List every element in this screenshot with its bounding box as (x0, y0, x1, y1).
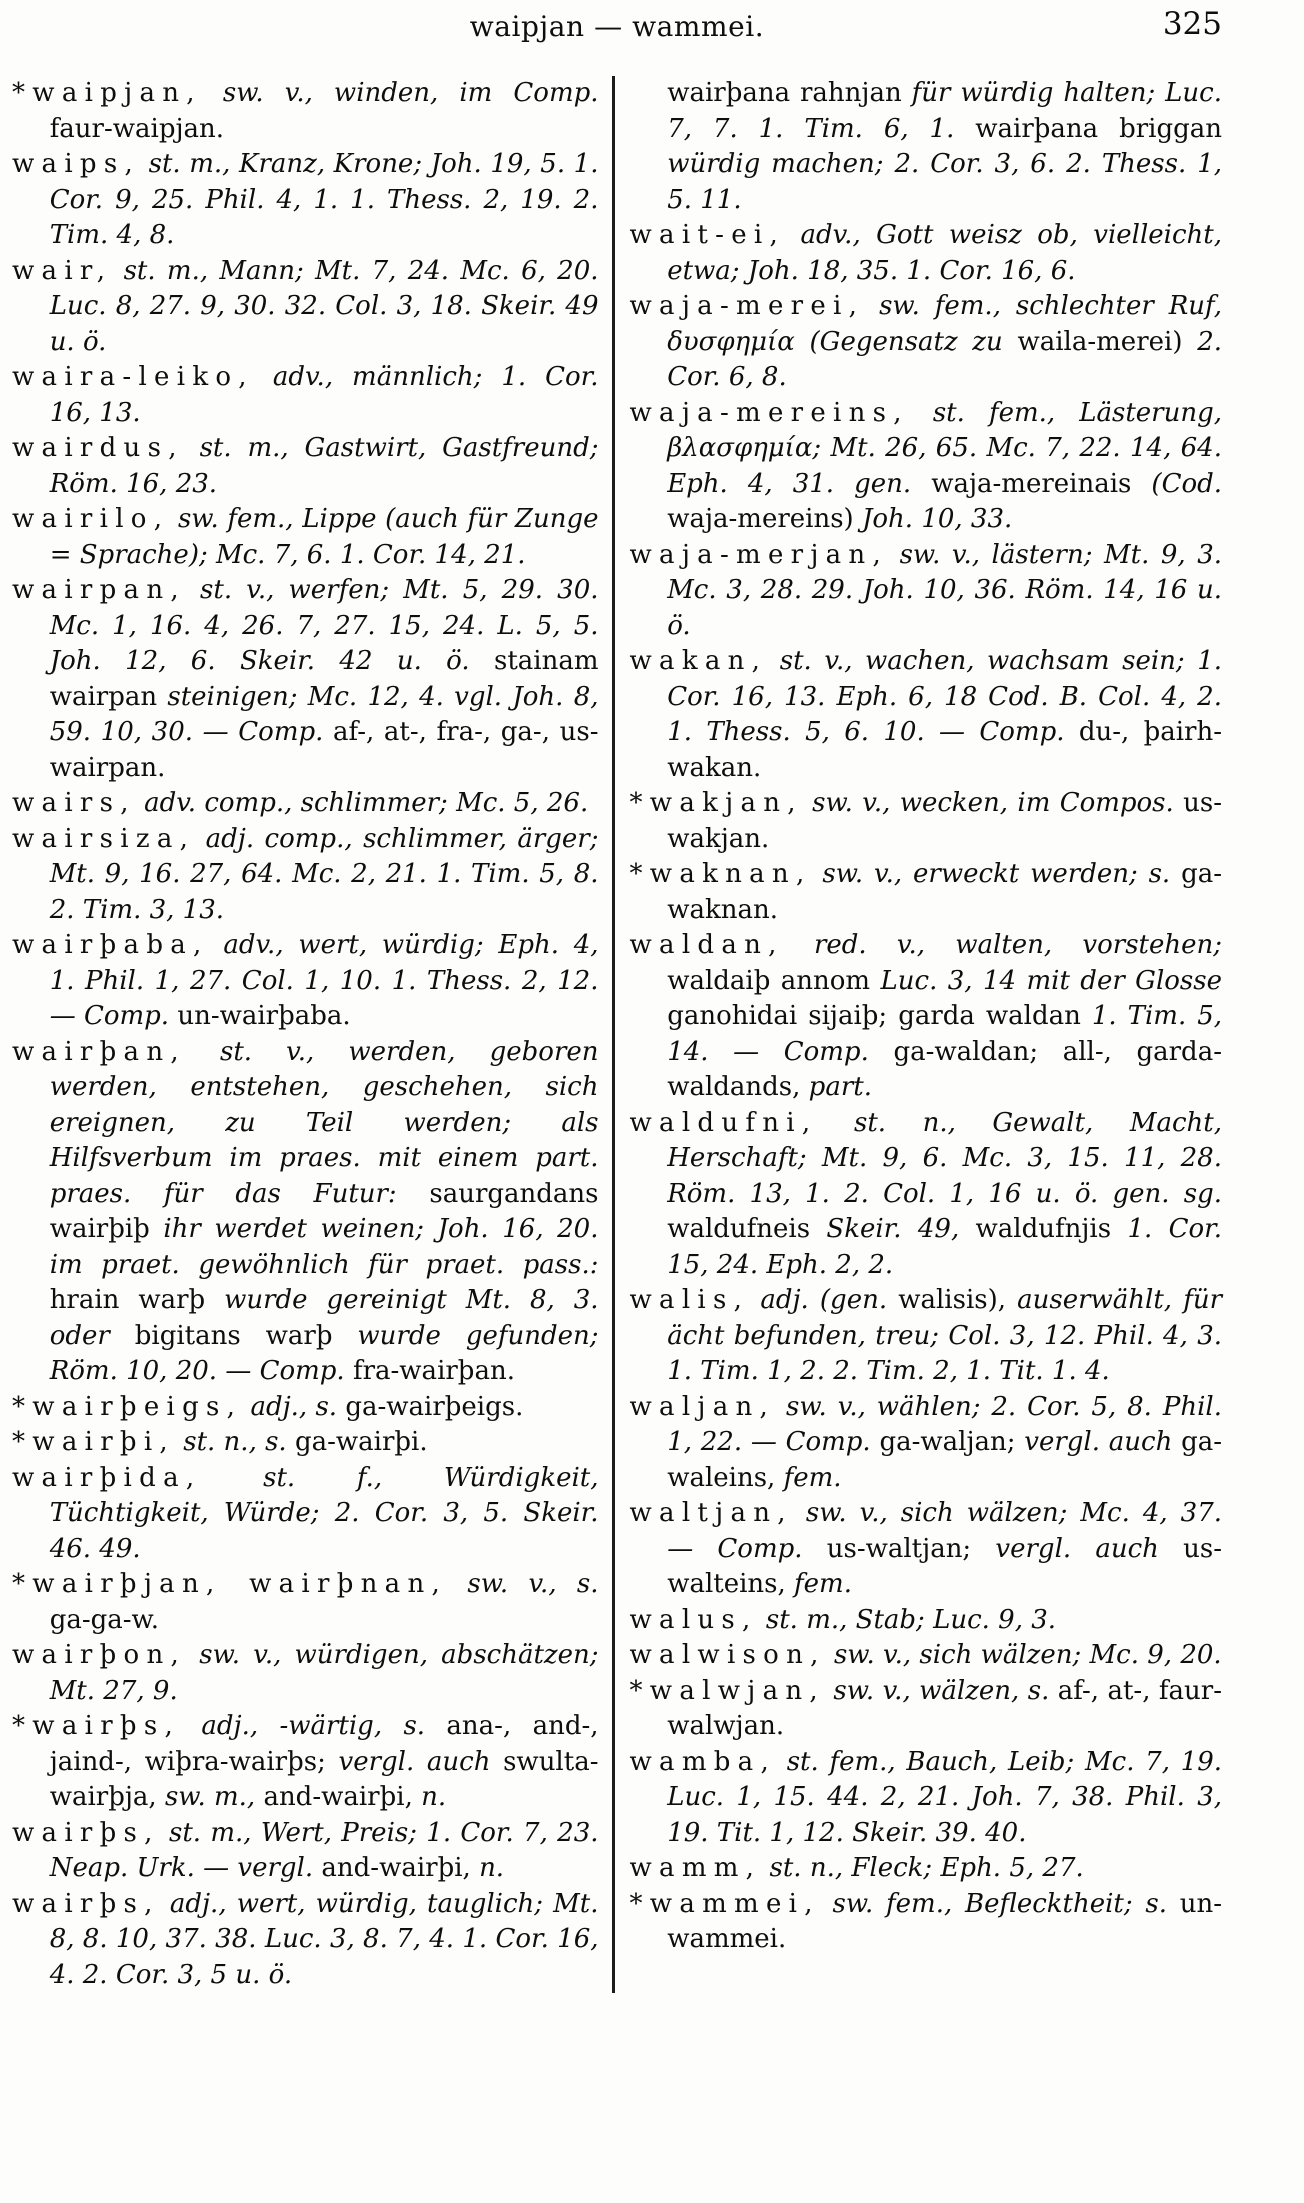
gloss-text: sw. fem., Beflecktheit; s. (832, 1888, 1167, 1919)
gloss-text: sw. fem., Lippe (auch für Zunge = Sprache); Mc. 7, 6. 1. Cor. 14, 21. (49, 504, 599, 570)
headword: waljan, (629, 1391, 776, 1422)
gloss-text: sw. m., (164, 1782, 256, 1812)
dictionary-entry (12, 1638, 599, 1709)
gothic-word: af-, at-, faur-walwjan. (667, 1675, 1222, 1741)
gloss-text: Luc. 3, 14 mit der Glosse (880, 965, 1222, 996)
headword: *wakjan, (629, 788, 803, 818)
right-column (630, 76, 1223, 1993)
headword: wairþan, (12, 1036, 186, 1067)
gloss-text: adj., s. (250, 1391, 338, 1422)
headword: walus, (629, 1604, 758, 1635)
gloss-text: n. (421, 1782, 447, 1812)
headword: wamm, (629, 1853, 762, 1883)
dictionary-entry (630, 857, 1223, 928)
gothic-word: ga-wairþeigs. (345, 1391, 524, 1422)
gothic-word: waja-mereins) (667, 504, 854, 534)
headword: wait-ei, (629, 220, 786, 250)
dictionary-entry (630, 218, 1223, 289)
dictionary-entry (630, 1496, 1223, 1603)
headword: wairþs, (12, 1888, 160, 1919)
gloss-text: st. m., Gastwirt, Gastfreund; Röm. 16, 23. (49, 433, 599, 499)
gloss-text: 1. Cor. 15, 24. Eph. 2, 2. (667, 1214, 1222, 1280)
dictionary-entry (12, 1709, 599, 1816)
gloss-text: vergl. auch (995, 1533, 1159, 1564)
gothic-word: ga-waljan; (879, 1427, 1016, 1457)
dictionary-entry (12, 147, 599, 254)
gothic-word: waldufneis (667, 1214, 811, 1244)
dictionary-entry (12, 1567, 599, 1638)
gothic-word: us-wakjan. (667, 788, 1222, 854)
dictionary-entry (12, 822, 599, 929)
gothic-word: ganohidai sijaiþ; (667, 1001, 888, 1031)
headword: walwison, (629, 1640, 826, 1670)
dictionary-entry (630, 1283, 1223, 1390)
gloss-text: adj., -wärtig, s. (201, 1711, 426, 1741)
headword: waja-merjan, (629, 539, 889, 570)
gothic-word: bigitans warþ (134, 1320, 333, 1351)
dictionary-entry (12, 1035, 599, 1390)
dictionary-entry (12, 502, 599, 573)
gloss-text: st. v., werfen; Mt. 5, 29. 30. Mc. 1, 16. 4, 26. 7, 27. 15, 24. L. 5, 5. Joh. 12, 6. Skeir. 42 u. ö. (49, 575, 599, 676)
gloss-text: adv., wert, würdig; Eph. 4, 1. Phil. 1, 27. Col. 1, 10. 1. Thess. 2, 12. — Comp. (49, 930, 599, 1031)
dictionary-entry (12, 1887, 599, 1994)
gothic-word: us-walteins, (667, 1533, 1223, 1599)
gloss-text: vergl. auch (338, 1746, 491, 1777)
headword: *wairþs, (12, 1711, 180, 1741)
dictionary-entry (12, 1816, 599, 1887)
headword: wairþida, (12, 1462, 202, 1493)
headword: wamba, (629, 1746, 776, 1777)
gloss-text: Joh. 10, 33. (861, 504, 1013, 534)
gothic-word: un-wammei. (667, 1888, 1223, 1954)
running-title: waipjan — wammei. (469, 10, 765, 43)
gothic-word: waldaiþ annom (667, 965, 871, 996)
headword: *wammei, (629, 1888, 820, 1919)
gothic-word: saurgandans wairþiþ (49, 1178, 599, 1244)
gloss-text: fem. (794, 1569, 852, 1599)
headword: wairs, (12, 788, 136, 818)
dictionary-entry (12, 1390, 599, 1426)
headword: wairdus, (12, 433, 184, 463)
headword: waldan, (629, 930, 784, 960)
gothic-word: ga-waleins, (667, 1427, 1222, 1493)
gloss-text: st. f., Würdigkeit, Tüchtigkeit, Würde; 2. Cor. 3, 5. Skeir. 46. 49. (49, 1462, 599, 1564)
headword: *wairþeigs, (12, 1391, 243, 1422)
headword: *wairþjan, wairþnan, (12, 1569, 448, 1599)
dictionary-entry (630, 1851, 1223, 1887)
dictionary-entry (12, 76, 599, 147)
gothic-word: du-, þairh-wakan. (667, 717, 1223, 783)
headword: wairþs, (12, 1817, 160, 1848)
dictionary-entry (12, 786, 599, 822)
dictionary-entry (630, 1674, 1223, 1745)
gloss-text: part. (808, 1072, 872, 1102)
gloss-text: adj., wert, würdig, tauglich; Mt. 8, 8. 10, 37. 38. Luc. 3, 8. 7, 4. 1. Cor. 16, 4. 2. Cor. 3, 5 u. ö. (49, 1888, 599, 1990)
headword: wairpan, (12, 575, 186, 605)
gloss-text: st. n., s. (183, 1427, 287, 1457)
gloss-text: st. m., Mann; Mt. 7, 24. Mc. 6, 20. Luc. 8, 27. 9, 30. 32. Col. 3, 18. Skeir. 49 u. ö. (49, 255, 599, 357)
gloss-text: fem. (783, 1462, 842, 1493)
dictionary-entry (12, 431, 599, 502)
gothic-word: fra-wairþan. (352, 1356, 515, 1386)
gloss-text: st. m., Wert, Preis; 1. Cor. 7, 23. Neap. Urk. — vergl. (49, 1817, 599, 1883)
gloss-text: adv., Gott weisz ob, vielleicht, etwa; Joh. 18, 35. 1. Cor. 16, 6. (667, 220, 1222, 286)
headword: waja-mereins, (629, 397, 909, 428)
gloss-text: für würdig halten; Luc. 7, 7. 1. Tim. 6, 1. (667, 78, 1222, 144)
headword: wairsiza, (12, 823, 196, 854)
headword: *waipjan, (12, 78, 202, 108)
dictionary-entry (630, 928, 1223, 1106)
gothic-word: ga-wairþi. (294, 1427, 428, 1457)
dictionary-entry (12, 928, 599, 1035)
gloss-text: st. n., Fleck; Eph. 5, 27. (769, 1853, 1084, 1883)
gloss-text: (Cod. (1151, 468, 1223, 499)
gloss-text: st. m., Stab; Luc. 9, 3. (765, 1604, 1057, 1635)
left-column (12, 76, 599, 1993)
gothic-word: af-, at-, fra-, ga-, us-wairpan. (49, 717, 599, 783)
dictionary-entry (630, 1106, 1223, 1284)
gloss-text: sw. fem., schlechter Ruf, δυσφημία (Gegensatz zu (667, 291, 1223, 357)
headword: wakan, (629, 646, 768, 676)
gothic-word: and-wairþi, (263, 1782, 413, 1812)
dictionary-entry (12, 360, 599, 431)
gloss-text: adj. (gen. (760, 1285, 888, 1315)
headword: *waknan, (629, 859, 812, 889)
headword: wairþon, (12, 1640, 187, 1670)
gothic-word: walisis), (898, 1285, 1007, 1315)
dictionary-entry (12, 573, 599, 786)
gloss-text: 1. Tim. 5, 14. — Comp. (667, 1001, 1223, 1067)
dictionary-entry (630, 396, 1223, 538)
gloss-text: würdig machen; 2. Cor. 3, 6. 2. Thess. 1, 5. 11. (667, 149, 1222, 215)
gloss-text: Skeir. 49, (826, 1214, 960, 1244)
gothic-word: waldufnjis (975, 1214, 1112, 1244)
gloss-text: st. m., Kranz, Krone; Joh. 19, 5. 1. Cor. 9, 25. Phil. 4, 1. 1. Thess. 2, 19. 2. Tim. 4, 8. (49, 149, 599, 250)
dictionary-entry (630, 1887, 1223, 1958)
headword: waldufni, (629, 1107, 818, 1138)
gloss-text: wurde gereinigt Mt. 8, 3. oder (49, 1285, 599, 1351)
dictionary-entry (630, 1745, 1223, 1852)
headword: walis, (629, 1285, 750, 1315)
gloss-text: st. fem., Lästerung, βλασφημία; Mt. 26, 65. Mc. 7, 22. 14, 64. Eph. 4, 31. gen. (667, 397, 1222, 499)
gothic-word: ana-, and-, jaind-, wiþra-wairþs; (49, 1711, 599, 1777)
gloss-text: steinigen; Mc. 12, 4. vgl. Joh. 8, 59. 10, 30. — Comp. (49, 681, 599, 747)
headword: wairþaba, (12, 930, 209, 960)
entry-continuation (630, 76, 1223, 218)
gloss-text: st. v., werden, geboren werden, entstehen, geschehen, sich ereignen, zu Teil werden; als Hilfsverbum im praes. mit einem part. praes. für das Futur: (49, 1036, 599, 1209)
headword: waltjan, (629, 1498, 793, 1528)
headword: wairilo, (12, 504, 170, 534)
headword: *walwjan, (629, 1675, 825, 1706)
gothic-word: un-wairþaba. (177, 1001, 351, 1031)
gothic-word: wairþana briggan (975, 113, 1223, 144)
gloss-text: st. fem., Bauch, Leib; Mc. 7, 19. Luc. 1, 15. 44. 2, 21. Joh. 7, 38. Phil. 3, 19. Tit. 1, 12. Skeir. 39. 40. (667, 1746, 1222, 1848)
page-number: 325 (1162, 6, 1222, 42)
headword: waja-merei, (629, 291, 865, 321)
gothic-word: swulta-wairþja, (49, 1746, 599, 1812)
dictionary-entry (630, 1638, 1223, 1674)
gloss-text: sw. v., wälzen, s. (833, 1675, 1050, 1706)
gothic-word: stainam wairpan (49, 646, 599, 712)
column-divider-rule (612, 76, 615, 1993)
gloss-text: n. (479, 1853, 505, 1883)
gloss-text: ihr werdet weinen; Joh. 16, 20. im praet. gewöhnlich für praet. pass.: (49, 1214, 599, 1280)
gloss-text: 2. Cor. 6, 8. (667, 326, 1223, 392)
dictionary-entry (12, 1425, 599, 1461)
gloss-text: auserwählt, für ächt befunden, treu; Col. 3, 12. Phil. 4, 3. 1. Tim. 1, 2. 2. Tim. 2, 1. Tit. 1. 4. (667, 1285, 1222, 1386)
dictionary-entry (630, 538, 1223, 645)
gloss-text: st. v., wachen, wachsam sein; 1. Cor. 16, 13. Eph. 6, 18 Cod. B. Col. 4, 2. 1. Thess. 5, 6. 10. — Comp. (667, 646, 1223, 747)
page-header (12, 0, 1222, 76)
gothic-word: faur-waipjan. (49, 113, 225, 144)
gloss-text: red. v., walten, vorstehen; (813, 930, 1223, 960)
dictionary-entry (630, 786, 1223, 857)
gloss-text: sw. v., erweckt werden; s. (822, 859, 1171, 889)
dictionary-entry (12, 1461, 599, 1568)
gloss-text: adv., männlich; 1. Cor. 16, 13. (49, 362, 599, 428)
gothic-word: ga-waldan; all-, garda-waldands, (667, 1036, 1222, 1102)
gothic-word: wairþana rahnjan (667, 78, 902, 108)
gothic-word: waja-mereinais (931, 468, 1132, 499)
gothic-word: us-waltjan; (826, 1533, 972, 1564)
headword: waips, (12, 149, 141, 179)
dictionary-entry (630, 1390, 1223, 1497)
dictionary-entry (630, 1603, 1223, 1639)
gloss-text: adj. comp., schlimmer, ärger; Mt. 9, 16. 27, 64. Mc. 2, 21. 1. Tim. 5, 8. 2. Tim. 3, 13. (49, 823, 599, 925)
headword: wair, (12, 255, 113, 286)
gloss-text: sw. v., sich wälzen; Mc. 4, 37. — Comp. (667, 1498, 1223, 1564)
dictionary-entry (630, 644, 1223, 786)
text-columns (0, 76, 1304, 1993)
gloss-text: vergl. auch (1024, 1427, 1173, 1457)
gloss-text: sw. v., lästern; Mt. 9, 3. Mc. 3, 28. 29. Joh. 10, 36. Röm. 14, 16 u. ö. (667, 539, 1223, 641)
gloss-text: sw. v., sich wälzen; Mc. 9, 20. (833, 1640, 1222, 1670)
gloss-text: wurde gefunden; Röm. 10, 20. — Comp. (49, 1320, 599, 1386)
dictionary-entry (630, 289, 1223, 396)
gothic-word: garda waldan (898, 1001, 1081, 1031)
gloss-text: sw. v., würdigen, abschätzen; Mt. 27, 9. (49, 1640, 599, 1706)
gloss-text: sw. v., s. (467, 1569, 599, 1599)
gloss-text: adv. comp., schlimmer; Mc. 5, 26. (144, 788, 589, 818)
gloss-text: sw. v., wecken, im Compos. (812, 788, 1174, 818)
dictionary-entry (12, 254, 599, 361)
gothic-word: and-wairþi, (321, 1853, 471, 1883)
gothic-word: hrain warþ (49, 1285, 206, 1315)
headword: *wairþi, (12, 1427, 175, 1457)
gothic-word: ga-waknan. (667, 859, 1223, 925)
gloss-text: sw. v., wählen; 2. Cor. 5, 8. Phil. 1, 22. — Comp. (667, 1391, 1222, 1457)
gloss-text: sw. v., winden, im Comp. (222, 78, 599, 108)
gothic-word: waila-merei) (1017, 326, 1183, 357)
headword: waira-leiko, (12, 362, 254, 392)
gloss-text: st. n., Gewalt, Macht, Herschaft; Mt. 9, 6. Mc. 3, 15. 11, 28. Röm. 13, 1. 2. Col. 1, 16 u. ö. gen. sg. (667, 1107, 1222, 1209)
gothic-word: ga-ga-w. (49, 1604, 159, 1635)
